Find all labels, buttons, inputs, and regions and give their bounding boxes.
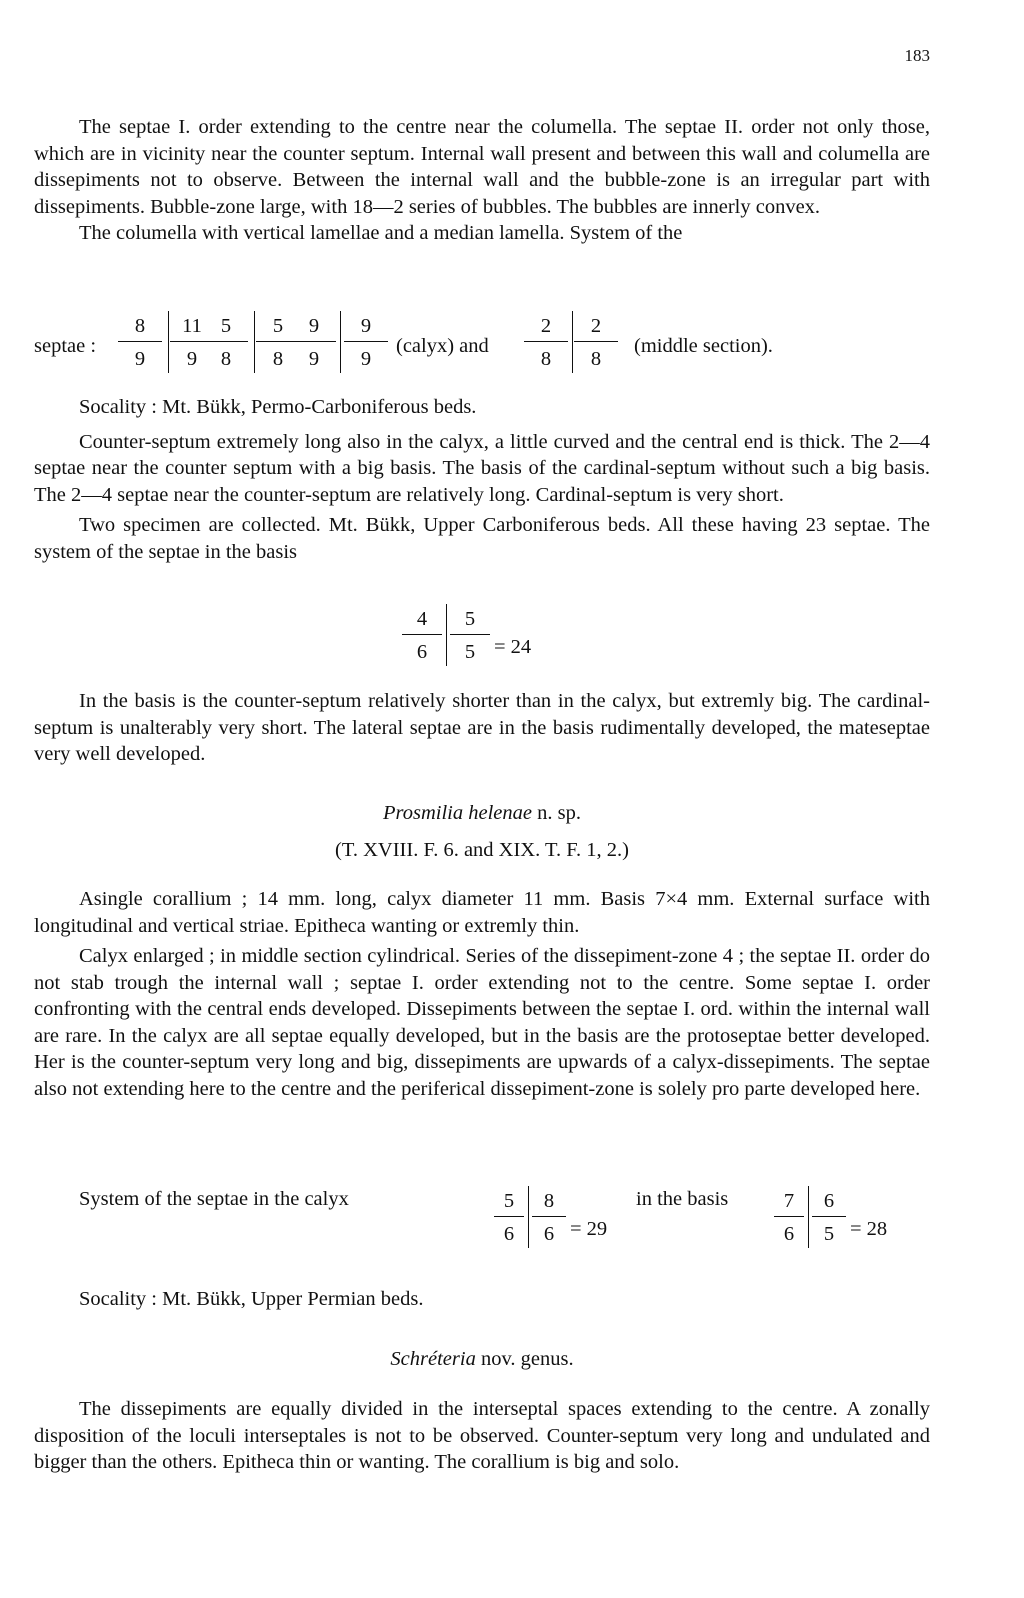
fraction-denominator: 8 [272,348,284,370]
septae-fraction [292,311,336,372]
fraction-numerator: 6 [812,1186,846,1217]
fraction-numerator: 2 [524,311,568,342]
formula-total: = 28 [850,1218,888,1240]
fraction-divider [528,1186,529,1248]
calyx-system-label: System of the septae in the calyx [79,1188,349,1210]
genus-heading [34,1346,930,1373]
fraction-denominator: 9 [134,348,146,370]
fraction-numerator: 7 [774,1186,804,1217]
septae-fraction [118,311,162,372]
septae-system-formula [34,311,930,381]
paragraph-basis: In the basis is the counter-septum relatively shorter than in the calyx, but extremly big. The cardinal-septum is unalterably very short. The lateral septae are in the basis rudimentally developed, the mateseptae very well developed. [34,690,930,765]
fraction-numerator: 9 [292,311,336,342]
fraction-divider [254,311,255,373]
species-title-line [34,800,930,827]
fraction-numerator: 2 [574,311,618,342]
page-number: 183 [904,46,930,65]
fraction-numerator: 4 [402,604,442,635]
genus-name: Schréteria [390,1348,476,1370]
formula-total: = 24 [494,636,532,658]
species-reference: (T. XVIII. F. 6. and XIX. T. F. 1, 2.) [335,838,629,861]
description-block-2 [34,394,930,565]
middle-fraction [524,311,568,372]
basis-label: in the basis [636,1188,729,1210]
basis-septae-formula [402,604,562,674]
fraction-numerator: 5 [494,1186,524,1217]
fraction-numerator: 5 [450,604,490,635]
locality-line: Socality : Mt. Bükk, Upper Permian beds. [79,1288,424,1310]
genus-suffix: nov. genus. [475,1348,574,1370]
fraction-denominator: 6 [503,1223,515,1245]
fraction-numerator: 8 [118,311,162,342]
fraction-denominator: 9 [360,348,372,370]
species-heading [34,800,930,863]
fraction-divider [446,604,447,666]
species-name: Prosmilia helenae [383,802,532,824]
paragraph-dissepiments: The dissepiments are equally divided in the interseptal spaces extending to the centre. A zonally disposition of the loculi interseptales is not to be observed. Counter-septum very long and undulated and bigger than the others. Epitheca thin or wanting. The corallium is big and solo. [34,1398,930,1473]
fraction-denominator: 8 [540,348,552,370]
paragraph-septae-order: The septae I. order extending to the centre near the columella. The septae II. order not only those, which are in vicinity near the counter septum. Internal wall present and between this wall and columella are dissepiments not to observe. Between the internal wall and the bubble-zone is an irregular part with dissepiments. Bubble-zone large, with 18—2 series of bubbles. The bubbles are innerly convex. [34,116,930,218]
fraction-divider [572,311,573,373]
septae-fraction [204,311,248,372]
fraction-numerator: 8 [532,1186,566,1217]
fraction-numerator: 5 [256,311,300,342]
fraction-numerator: 5 [204,311,248,342]
locality-block [34,1286,930,1313]
formula-fraction [494,1186,524,1247]
fraction-numerator: 9 [344,311,388,342]
paragraph-calyx: Calyx enlarged ; in middle section cylindrical. Series of the dissepiment-zone 4 ; the septae II. order do not stab trough the internal wall ; septae I. order extending not to the centre. Some septae I. order confronting with the central ends developed. Dissepiments between the septae I. ord. within the internal wall are rare. In the calyx are all septae equally developed, but in the basis are the protoseptae better developed. Her is the counter-septum very long and big, dissepiments are upwards of a calyx-dissepiments. The septae also not extending here to the centre and the periferical dissepiment-zone is solely pro parte developed here. [34,945,930,1100]
middle-section-text: (middle section). [634,335,773,357]
septae-fraction [344,311,388,372]
fraction-divider [340,311,341,373]
formula-fraction [774,1186,804,1247]
formula-fraction [812,1186,846,1247]
fraction-denominator: 6 [416,641,428,663]
paragraph-columella: The columella with vertical lamellae and a median lamella. System of the [79,222,683,244]
description-block-5 [34,1396,930,1476]
fraction-denominator: 6 [543,1223,555,1245]
paragraph-counter-septum: Counter-septum extremely long also in the calyx, a little curved and the central end is thick. The 2—4 septae near the counter septum with a big basis. The basis of the cardinal-septum without such a big basis. The 2—4 septae near the counter-septum are relatively long. Cardinal-septum is very short. [34,430,930,506]
fraction-denominator: 5 [823,1223,835,1245]
fraction-denominator: 8 [590,348,602,370]
formula-total: = 29 [570,1218,608,1240]
description-block-4 [34,886,930,1102]
fraction-denominator: 9 [308,348,320,370]
locality-line: Socality : Mt. Bükk, Permo-Carboniferous beds. [79,396,477,418]
fraction-divider [168,311,169,373]
formula-fraction [450,604,490,665]
middle-fraction [574,311,618,372]
species-suffix: n. sp. [532,802,581,824]
genus-title-line [34,1346,930,1373]
calyx-and-text: (calyx) and [396,335,489,357]
fraction-denominator: 5 [464,641,476,663]
formula-fraction [402,604,442,665]
fraction-denominator: 9 [186,348,198,370]
paragraph-corallium: Asingle corallium ; 14 mm. long, calyx diameter 11 mm. Basis 7×4 mm. External surface with longitudinal and vertical striae. Epitheca wanting or extremly thin. [34,888,930,937]
septae-label: septae : [34,335,97,357]
fraction-denominator: 6 [783,1223,795,1245]
fraction-numerator: 11 [170,311,214,342]
fraction-denominator: 8 [220,348,232,370]
formula-fraction [532,1186,566,1247]
fraction-divider [808,1186,809,1248]
description-block-3 [34,688,930,768]
paragraph-specimens: Two specimen are collected. Mt. Bükk, Upper Carboniferous beds. All these having 23 septae. The system of the septae in the basis [34,514,930,563]
description-block-1 [34,114,930,247]
calyx-system-line [34,1186,930,1256]
